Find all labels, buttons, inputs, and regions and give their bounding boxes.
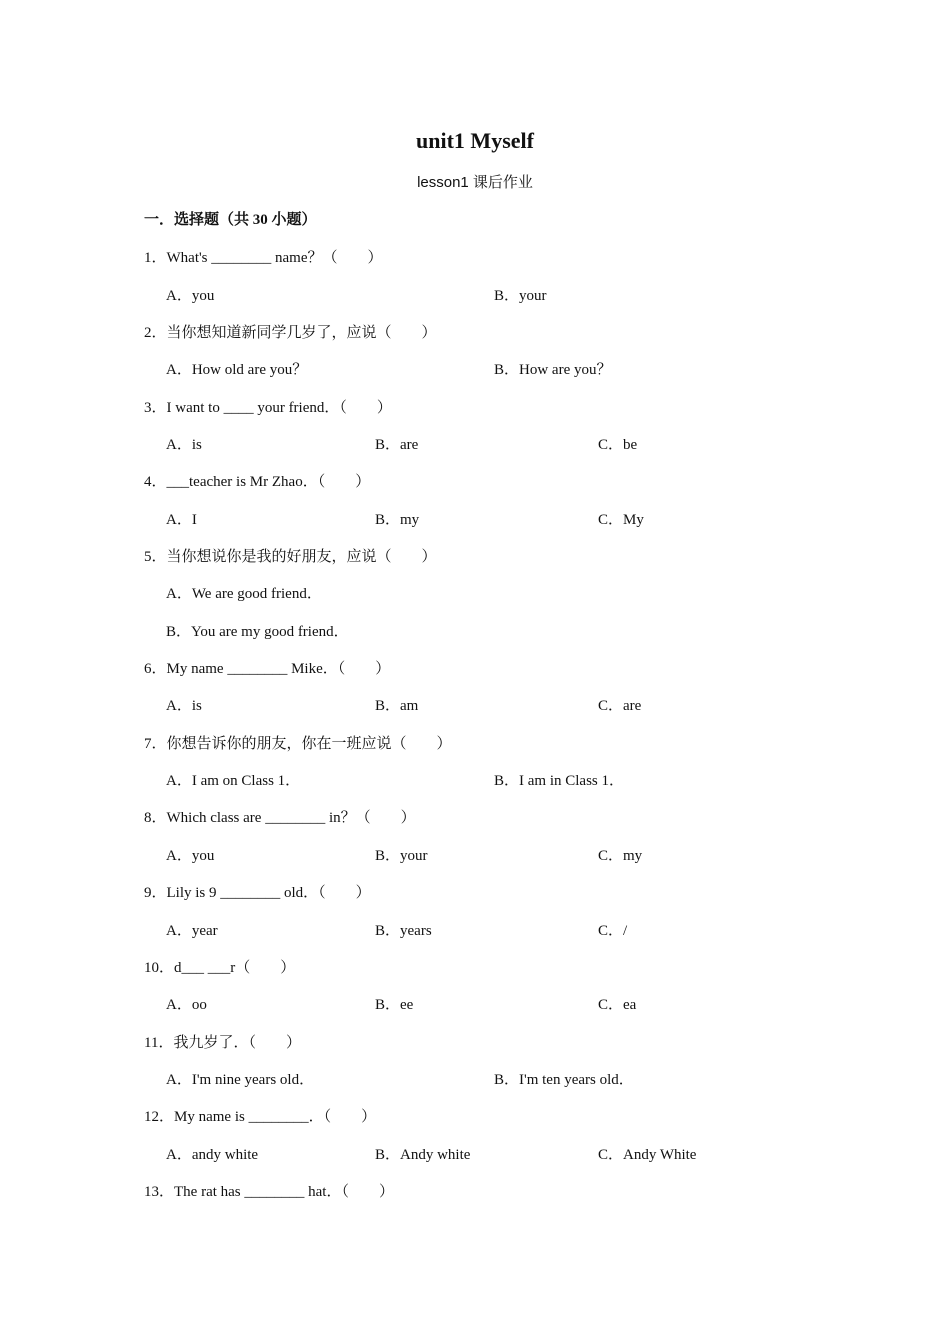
question-11: 11．我九岁了．（ ） bbox=[144, 1035, 301, 1051]
question-11-option-a: A．I'm nine years old． bbox=[166, 1072, 315, 1088]
question-10: 10．d___ ___r（ ） bbox=[144, 960, 296, 976]
question-12-option-b: B．Andy white bbox=[375, 1147, 471, 1163]
question-3-option-c: C．be bbox=[598, 437, 638, 453]
question-2-option-a: A．How old are you？ bbox=[166, 362, 308, 378]
question-6-option-c: C．are bbox=[598, 698, 642, 714]
question-1-option-b: B．your bbox=[494, 288, 547, 304]
question-6-option-b: B．am bbox=[375, 698, 419, 714]
question-4: 4．___teacher is Mr Zhao．（ ） bbox=[144, 474, 371, 490]
question-2-option-b: B．How are you？ bbox=[494, 362, 612, 378]
question-7: 7．你想告诉你的朋友，你在一班应说（ ） bbox=[144, 736, 452, 752]
question-5: 5．当你想说你是我的好朋友，应说（ ） bbox=[144, 549, 437, 565]
question-9-option-b: B．years bbox=[375, 923, 432, 939]
question-3-option-b: B．are bbox=[375, 437, 419, 453]
question-3-option-a: A．is bbox=[166, 437, 202, 453]
page-subtitle: lesson1 课后作业 bbox=[417, 174, 533, 191]
question-12-option-a: A．andy white bbox=[166, 1147, 259, 1163]
question-12: 12．My name is ________．（ ） bbox=[144, 1109, 377, 1125]
question-6: 6．My name ________ Mike．（ ） bbox=[144, 661, 391, 677]
question-8-option-a: A．you bbox=[166, 848, 215, 864]
question-4-option-b: B．my bbox=[375, 512, 420, 528]
page-title: unit1 Myself bbox=[416, 128, 534, 153]
question-7-option-b: B．I am in Class 1． bbox=[494, 773, 624, 789]
question-11-option-b: B．I'm ten years old． bbox=[494, 1072, 634, 1088]
question-9: 9．Lily is 9 ________ old．（ ） bbox=[144, 885, 371, 901]
question-10-option-b: B．ee bbox=[375, 997, 414, 1013]
question-9-option-a: A．year bbox=[166, 923, 218, 939]
question-8: 8．Which class are ________ in？（ ） bbox=[144, 810, 416, 826]
question-13: 13．The rat has ________ hat．（ ） bbox=[144, 1184, 394, 1200]
question-8-option-c: C．my bbox=[598, 848, 643, 864]
question-6-option-a: A．is bbox=[166, 698, 202, 714]
question-12-option-c: C．Andy White bbox=[598, 1147, 697, 1163]
question-10-option-a: A．oo bbox=[166, 997, 207, 1013]
question-8-option-b: B．your bbox=[375, 848, 428, 864]
section-heading: 一．选择题（共 30 小题） bbox=[144, 212, 317, 228]
question-4-option-a: A．I bbox=[166, 512, 197, 528]
question-5-option-a: A．We are good friend． bbox=[166, 586, 322, 602]
question-4-option-c: C．My bbox=[598, 512, 644, 528]
question-3: 3．I want to ____ your friend．（ ） bbox=[144, 400, 392, 416]
question-10-option-c: C．ea bbox=[598, 997, 637, 1013]
question-2: 2．当你想知道新同学几岁了，应说（ ） bbox=[144, 325, 437, 341]
question-5-option-b: B．You are my good friend． bbox=[166, 624, 349, 640]
question-7-option-a: A．I am on Class 1． bbox=[166, 773, 301, 789]
question-9-option-c: C．/ bbox=[598, 923, 628, 939]
question-1: 1．What's ________ name？（ ） bbox=[144, 250, 383, 266]
question-1-option-a: A．you bbox=[166, 288, 215, 304]
